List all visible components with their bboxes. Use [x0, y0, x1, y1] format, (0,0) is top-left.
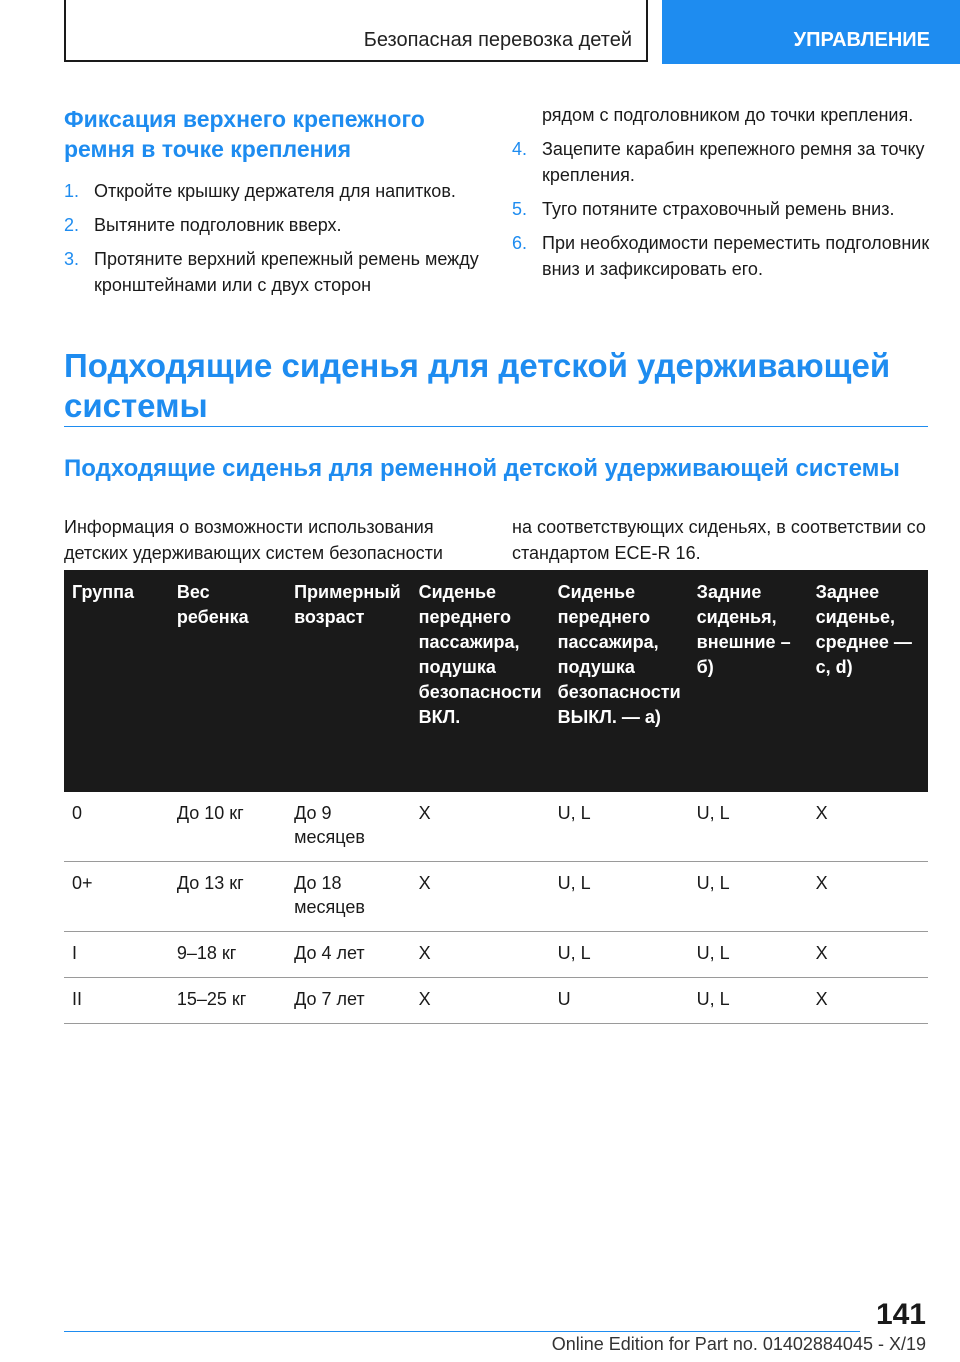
- seat-suitability-table: [64, 570, 928, 1024]
- page-number: 141: [875, 1298, 926, 1331]
- table-cell: 0: [64, 792, 169, 862]
- column-header-group: Группа: [64, 570, 169, 792]
- table-cell: U, L: [550, 792, 689, 862]
- table-cell: U, L: [689, 862, 808, 932]
- step-text: Протяните верхний крепежный ремень между кронштейнами или с двух сторон: [94, 249, 479, 295]
- table-cell: X: [808, 932, 928, 978]
- table-cell: X: [808, 978, 928, 1024]
- table-cell: II: [64, 978, 169, 1024]
- table-cell: До 18 месяцев: [286, 862, 411, 932]
- footer-divider: [64, 1331, 860, 1332]
- attach-heading: Фиксация верхнего крепежного ремня в точке крепления: [64, 106, 425, 162]
- column-header-age: Примерный возраст: [286, 570, 411, 792]
- column-header-weight: Вес ребенка: [169, 570, 286, 792]
- step-item: [512, 136, 932, 188]
- step-item: [512, 230, 932, 282]
- table-cell: 0+: [64, 862, 169, 932]
- chapter-title: Безопасная перевозка детей: [363, 29, 632, 51]
- table-cell: U, L: [689, 792, 808, 862]
- table-cell: До 10 кг: [169, 792, 286, 862]
- table-cell: X: [808, 862, 928, 932]
- attach-steps-right: [512, 136, 932, 282]
- main-heading: Подходящие сиденья для детской удерживающей системы: [64, 347, 891, 424]
- table-cell: U, L: [689, 978, 808, 1024]
- sub-heading: Подходящие сиденья для ременной детской удерживающей системы: [64, 455, 900, 482]
- intro-text-left: Информация о возможности использования детских удерживающих систем безопасности: [64, 517, 443, 563]
- step-text: Зацепите карабин крепежного ремня за точку крепления.: [542, 139, 925, 185]
- table-cell: U, L: [550, 932, 689, 978]
- step-text: Туго потяните страховочный ремень вниз.: [542, 199, 895, 219]
- step-item: [64, 178, 484, 204]
- step-number: 2.: [64, 215, 80, 235]
- column-header-rear-outer: Задние сиденья, внешние – б): [689, 570, 808, 792]
- step-item: [64, 212, 484, 238]
- intro-text-right: на соответствующих сиденьях, в соответствии со стандартом ECE-R 16.: [512, 517, 926, 563]
- table-cell: До 7 лет: [286, 978, 411, 1024]
- column-header-rear-middle: Заднее сиденье, среднее — c, d): [808, 570, 928, 792]
- table-cell: До 13 кг: [169, 862, 286, 932]
- table-row: [64, 932, 928, 978]
- table-row: [64, 792, 928, 862]
- table-cell: I: [64, 932, 169, 978]
- section-tab: [662, 0, 960, 64]
- table-cell: X: [411, 978, 550, 1024]
- table-cell: 9–18 кг: [169, 932, 286, 978]
- step-number: 5.: [512, 199, 528, 219]
- step-text: Вытяните подголовник вверх.: [94, 215, 342, 235]
- attach-steps-left: [64, 178, 484, 298]
- table-cell: X: [411, 932, 550, 978]
- attach-column-left: [64, 104, 484, 306]
- step-number: 6.: [512, 233, 528, 253]
- table-cell: U, L: [689, 932, 808, 978]
- step-number: 3.: [64, 249, 80, 269]
- table-cell: До 4 лет: [286, 932, 411, 978]
- table-cell: X: [411, 862, 550, 932]
- heading-divider: [64, 426, 928, 427]
- column-header-front-airbag-on: Сиденье переднего пассажира, подушка безопасности ВКЛ.: [411, 570, 550, 792]
- table-row: [64, 862, 928, 932]
- column-header-front-airbag-off: Сиденье переднего пассажира, подушка безопасности ВЫКЛ. — a): [550, 570, 689, 792]
- table-header-row: [64, 570, 928, 792]
- table-cell: U: [550, 978, 689, 1024]
- table-row: [64, 978, 928, 1024]
- step-number: 1.: [64, 181, 80, 201]
- table-cell: До 9 месяцев: [286, 792, 411, 862]
- table-cell: X: [808, 792, 928, 862]
- table-cell: X: [411, 792, 550, 862]
- step-number: 4.: [512, 139, 528, 159]
- step-text: При необходимости переместить подголовник вниз и зафиксировать его.: [542, 233, 930, 279]
- section-label: УПРАВЛЕНИЕ: [793, 28, 930, 51]
- edition-footer: Online Edition for Part no. 01402884045 - X/19: [551, 1334, 926, 1354]
- table-cell: 15–25 кг: [169, 978, 286, 1024]
- step-item: [64, 246, 484, 298]
- step-item: [512, 196, 932, 222]
- step-continuation: рядом с подголовником до точки крепления.: [542, 105, 914, 125]
- step-text: Откройте крышку держателя для напитков.: [94, 181, 456, 201]
- header-frame: [64, 0, 648, 62]
- table-cell: U, L: [550, 862, 689, 932]
- attach-column-right: [512, 102, 932, 290]
